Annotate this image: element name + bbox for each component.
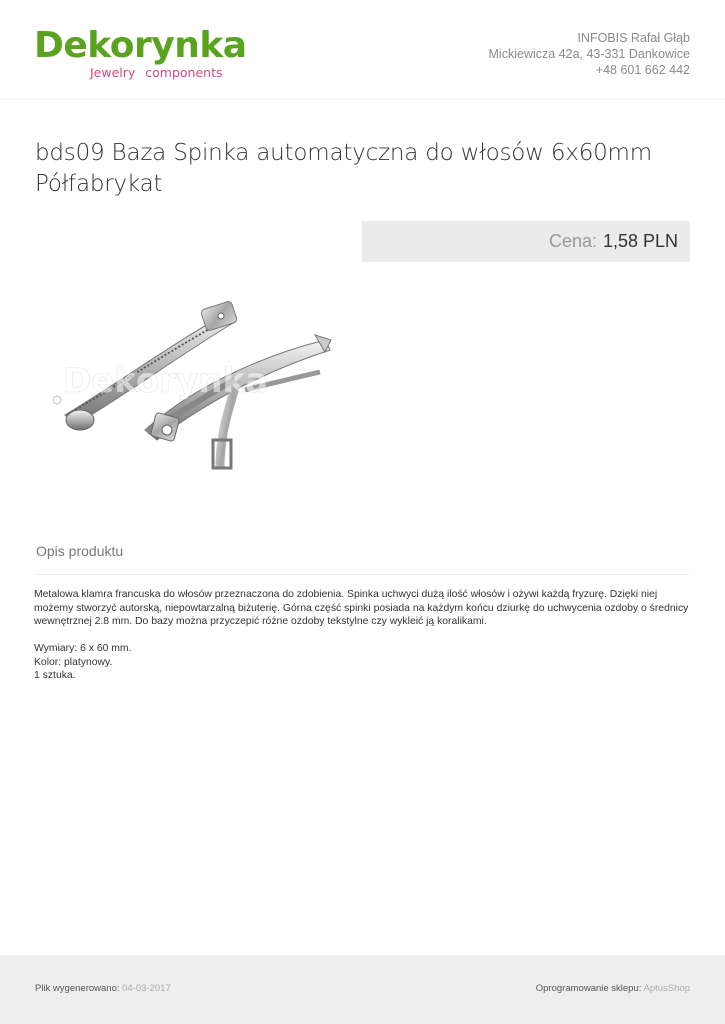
price-box bbox=[362, 221, 690, 262]
brand-logo[interactable] bbox=[34, 25, 247, 86]
generated-label: Plik wygenerowano: bbox=[35, 983, 120, 994]
description-paragraph: Metalowa klamra francuska do włosów przeznaczona do zdobienia. Spinka uchwyci dużą ilość włosów i ożywi każdą fryzurę. Dzięki niej możemy stworzyć autorską, niepowtarzalną biżuterię. Górna część spinki posiada na każdym końcu dziurkę do uchwycenia ozdoby o średnicy wewnętrznej 2.8 mm. Do bazy można przyczepić różne ozdoby tekstylne czy wykleić ją koralikami. bbox=[34, 589, 689, 627]
company-address: Mickiewicza 42a, 43-331 Dankowice bbox=[488, 47, 690, 61]
spec-quantity: 1 sztuka. bbox=[34, 670, 76, 681]
section-divider bbox=[35, 574, 690, 575]
image-watermark: Dekorynka bbox=[63, 361, 269, 401]
description-heading: Opis produktu bbox=[36, 543, 124, 559]
price-value: 1,58 PLN bbox=[602, 231, 678, 251]
company-phone: +48 601 662 442 bbox=[595, 63, 690, 77]
company-name: INFOBIS Rafał Głąb bbox=[577, 31, 690, 45]
spec-dimensions: Wymiary: 6 x 60 mm. bbox=[34, 643, 132, 654]
product-title: bds09 Baza Spinka automatyczna do włosów 6x60mm Półfabrykat bbox=[35, 140, 652, 197]
company-info bbox=[489, 30, 690, 78]
generated-info bbox=[35, 983, 171, 994]
page-footer bbox=[0, 955, 725, 1024]
spec-color: Kolor: platynowy. bbox=[34, 656, 113, 668]
product-image bbox=[35, 280, 355, 500]
software-label: Oprogramowanie sklepu: bbox=[535, 983, 642, 994]
price-label: Cena: bbox=[548, 231, 597, 251]
product-description bbox=[34, 588, 694, 683]
logo-tagline: Jewelry components bbox=[90, 65, 223, 80]
generated-date: 04-03-2017 bbox=[122, 983, 171, 994]
software-link[interactable]: AptusShop bbox=[643, 983, 690, 994]
software-info bbox=[536, 983, 690, 994]
page-header bbox=[0, 0, 725, 100]
hair-clip-illustration bbox=[35, 280, 355, 500]
logo-name: Dekorynka bbox=[34, 25, 247, 66]
